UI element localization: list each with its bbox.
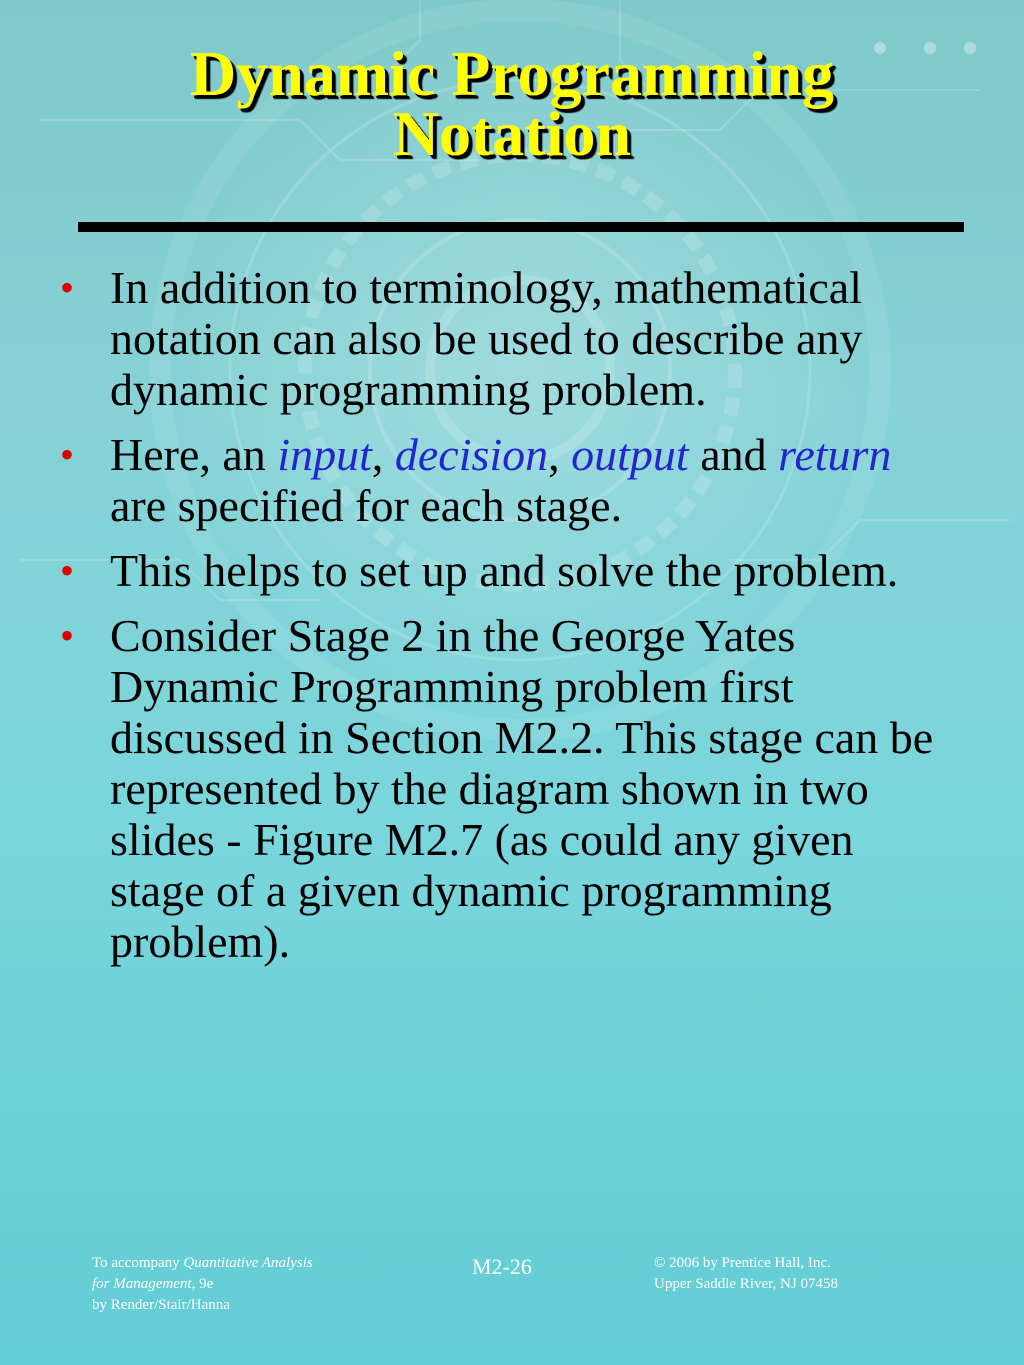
footer-edition: 9e — [195, 1276, 214, 1292]
text-segment: , — [548, 429, 572, 480]
slide-number: M2-26 — [472, 1254, 532, 1279]
bullet-text: In addition to terminology, mathematical notation can also be used to describe any dynamic programming problem. — [110, 262, 863, 415]
bullet-item-setup — [58, 545, 958, 596]
footer-book-title-2: for Management, — [92, 1276, 196, 1292]
bullet-dot-icon: • — [60, 265, 75, 310]
slide-title — [0, 38, 1024, 169]
bullet-item-terminology — [58, 262, 958, 415]
bullet-item-stage-2 — [58, 610, 958, 967]
text-segment: , — [371, 429, 395, 480]
footer-book-credit — [92, 1253, 412, 1316]
text-segment: are specified for each stage. — [110, 480, 623, 531]
bullet-dot-icon: • — [60, 613, 75, 658]
bullet-text — [110, 429, 891, 531]
bullet-list — [58, 262, 958, 981]
copyright-line: © 2006 by Prentice Hall, Inc. — [654, 1255, 831, 1271]
title-divider — [78, 222, 964, 232]
footer-book-title-1: Quantitative Analysis — [183, 1255, 313, 1271]
text-segment: Here, an — [110, 429, 278, 480]
footer-authors: by Render/Stair/Hanna — [92, 1297, 230, 1313]
keyword-return: return — [778, 429, 892, 480]
keyword-input: input — [277, 429, 372, 480]
footer-prefix: To accompany — [92, 1255, 184, 1271]
bullet-dot-icon: • — [60, 548, 75, 593]
text-segment: and — [688, 429, 779, 480]
publisher-address: Upper Saddle River, NJ 07458 — [654, 1276, 838, 1292]
title-line-2: Notation — [392, 98, 632, 169]
bullet-text: This helps to set up and solve the problem. — [110, 545, 899, 596]
bullet-item-specified — [58, 429, 958, 531]
footer-copyright — [654, 1253, 954, 1295]
title-line-1: Dynamic Programming — [189, 38, 835, 109]
keyword-decision: decision — [394, 429, 549, 480]
bullet-text: Consider Stage 2 in the George Yates Dynamic Programming problem first discussed in Section M2.2. This stage can be represented by the diagram shown in two slides - Figure M2.7 (as could any given stage of a given dynamic programming problem). — [110, 610, 934, 967]
bullet-dot-icon: • — [60, 432, 75, 477]
keyword-output: output — [571, 429, 689, 480]
